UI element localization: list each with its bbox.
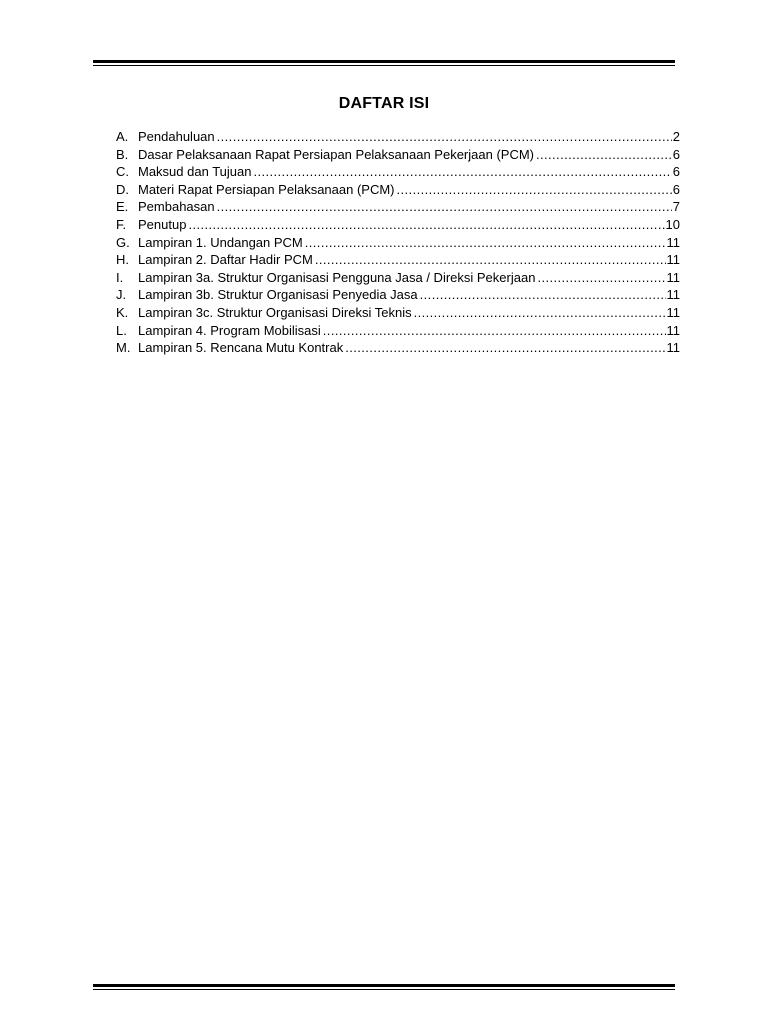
toc-leader-dots bbox=[536, 146, 672, 164]
toc-leader-dots bbox=[188, 216, 664, 234]
toc-page-number: 11 bbox=[666, 252, 680, 268]
toc-page-number: 7 bbox=[672, 199, 680, 215]
toc-page-number: 6 bbox=[672, 181, 680, 197]
toc-leader-dots bbox=[397, 181, 672, 199]
header-rule-thin bbox=[93, 65, 675, 66]
toc-entry-i[interactable] bbox=[116, 269, 680, 287]
toc-entry-b[interactable] bbox=[116, 146, 680, 164]
toc-leader-dots bbox=[315, 251, 666, 269]
toc-page-number: 11 bbox=[666, 304, 680, 320]
toc-leader-dots bbox=[217, 128, 672, 146]
toc-entry-d[interactable] bbox=[116, 181, 680, 199]
toc-leader-dots bbox=[537, 269, 665, 287]
header-rule-thick bbox=[93, 60, 675, 63]
toc-page-number: 6 bbox=[672, 146, 680, 162]
toc-leader-dots bbox=[420, 286, 666, 304]
toc-entry-a[interactable] bbox=[116, 128, 680, 146]
toc-page-number: 2 bbox=[672, 129, 680, 144]
toc-page-number: 6 bbox=[672, 164, 680, 180]
toc-letter: B. bbox=[116, 146, 129, 162]
toc-title: Maksud dan Tujuan bbox=[138, 164, 252, 180]
toc-letter: E. bbox=[116, 199, 129, 215]
toc-title: Lampiran 3c. Struktur Organisasi Direksi Teknis bbox=[138, 304, 412, 320]
toc-entry-j[interactable] bbox=[116, 286, 680, 304]
toc-page-number: 11 bbox=[666, 322, 680, 338]
toc-title: Materi Rapat Persiapan Pelaksanaan (PCM) bbox=[138, 181, 395, 197]
toc-title: Dasar Pelaksanaan Rapat Persiapan Pelaksanaan Pekerjaan (PCM) bbox=[138, 146, 534, 162]
page-title: DAFTAR ISI bbox=[338, 95, 430, 112]
toc-title: Lampiran 3a. Struktur Organisasi Pengguna Jasa / Direksi Pekerjaan bbox=[138, 269, 536, 285]
toc-entry-h[interactable] bbox=[116, 251, 680, 269]
toc-entry-k[interactable] bbox=[116, 304, 680, 322]
header-rule bbox=[93, 60, 675, 66]
footer-rule bbox=[93, 984, 675, 990]
toc-letter: A. bbox=[116, 129, 129, 144]
toc-letter: C. bbox=[116, 164, 129, 180]
table-of-contents bbox=[116, 128, 680, 357]
toc-title: Lampiran 4. Program Mobilisasi bbox=[138, 322, 321, 338]
toc-letter: M. bbox=[116, 340, 131, 356]
toc-leader-dots bbox=[217, 198, 672, 216]
toc-entry-g[interactable] bbox=[116, 234, 680, 252]
toc-letter: G. bbox=[116, 234, 130, 250]
toc-leader-dots bbox=[414, 304, 666, 322]
toc-letter: H. bbox=[116, 252, 129, 268]
toc-page-number: 11 bbox=[666, 234, 680, 250]
toc-title: Pendahuluan bbox=[138, 129, 215, 144]
toc-leader-dots bbox=[253, 163, 671, 181]
toc-page-number: 11 bbox=[666, 269, 680, 285]
toc-leader-dots bbox=[305, 234, 666, 252]
footer-rule-thick bbox=[93, 984, 675, 987]
toc-title: Lampiran 5. Rencana Mutu Kontrak bbox=[138, 340, 344, 356]
toc-title: Pembahasan bbox=[138, 199, 215, 215]
toc-letter: J. bbox=[116, 287, 127, 303]
toc-title: Lampiran 1. Undangan PCM bbox=[138, 234, 303, 250]
toc-title: Lampiran 2. Daftar Hadir PCM bbox=[138, 252, 313, 268]
toc-letter: F. bbox=[116, 216, 127, 232]
toc-letter: L. bbox=[116, 322, 127, 338]
toc-entry-c[interactable] bbox=[116, 163, 680, 181]
toc-page-number: 11 bbox=[666, 340, 680, 356]
footer-rule-thin bbox=[93, 989, 675, 990]
toc-leader-dots bbox=[323, 322, 666, 340]
toc-page-number: 10 bbox=[665, 216, 680, 232]
toc-letter: K. bbox=[116, 304, 129, 320]
toc-leader-dots bbox=[345, 339, 665, 357]
toc-title: Penutup bbox=[138, 216, 187, 232]
toc-entry-m[interactable] bbox=[116, 339, 680, 357]
toc-entry-e[interactable] bbox=[116, 198, 680, 216]
toc-entry-f[interactable] bbox=[116, 216, 680, 234]
toc-page-number: 11 bbox=[666, 287, 680, 303]
toc-entry-l[interactable] bbox=[116, 322, 680, 340]
toc-letter: I. bbox=[116, 269, 124, 285]
toc-letter: D. bbox=[116, 181, 129, 197]
toc-title: Lampiran 3b. Struktur Organisasi Penyedia Jasa bbox=[138, 287, 418, 303]
